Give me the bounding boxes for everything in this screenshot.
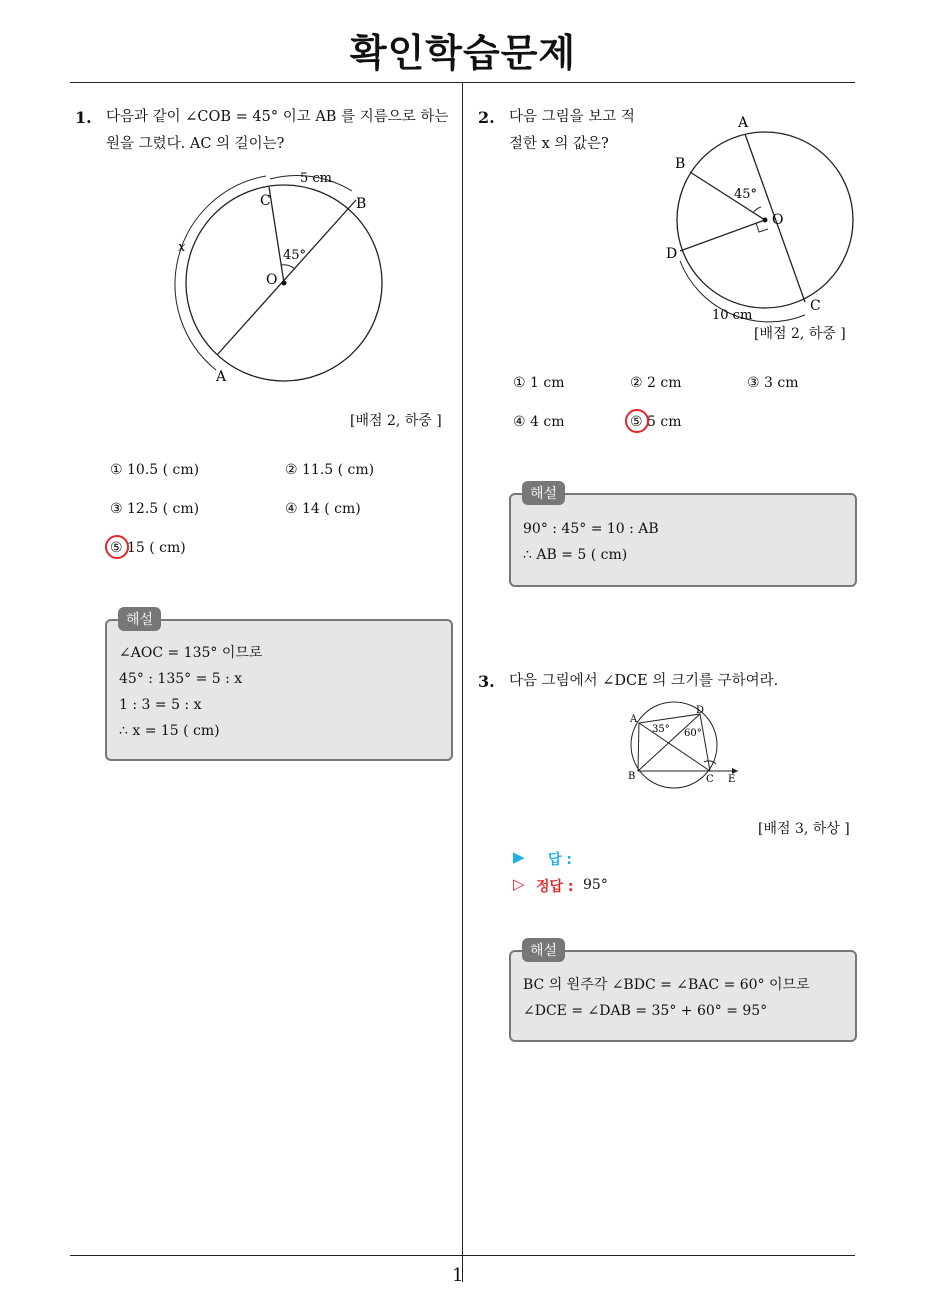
angle-arc: [753, 207, 761, 213]
question-number: 3.: [478, 672, 495, 691]
label-angle-35: 35°: [652, 724, 670, 735]
answer-arrow-icon: ▶: [513, 848, 525, 866]
q2-circle-figure: [660, 110, 870, 325]
label-a: A: [630, 714, 638, 725]
quadrilateral-abcd: [638, 714, 710, 771]
choice-5[interactable]: ⑤ 15 ( cm): [110, 540, 186, 556]
label-o: O: [772, 212, 784, 228]
angle-arc: [281, 265, 295, 269]
score-label: [배점 2, 하중 ]: [350, 413, 442, 429]
answer-mark-circle: [625, 409, 649, 433]
arc-label-5cm: 5 cm: [300, 171, 333, 186]
label-c: C: [260, 193, 271, 209]
label-a: A: [216, 369, 227, 385]
question-text-line2: 원을 그렸다. AC 의 길이는?: [106, 136, 285, 152]
solution-box: [105, 619, 453, 761]
arc-ac-marker: [175, 176, 266, 370]
label-c: C: [706, 774, 714, 785]
choice-2[interactable]: ② 11.5 ( cm): [285, 462, 375, 478]
choice-4[interactable]: ④ 14 ( cm): [285, 501, 361, 517]
page-number: 1: [452, 1265, 464, 1286]
solution-tag: 해설: [522, 938, 565, 962]
center-point: [282, 281, 287, 286]
answer-mark-circle: [105, 535, 129, 559]
question-number: 2.: [478, 108, 495, 127]
label-angle-60: 60°: [684, 728, 702, 739]
arc-label-10cm: 10 cm: [712, 308, 753, 323]
solution-line-4: ∴ x = 15 ( cm): [119, 723, 220, 739]
diameter-ab: [217, 200, 356, 355]
label-e: E: [728, 774, 736, 785]
column-divider: [462, 82, 463, 1282]
label-d: D: [696, 705, 705, 716]
label-b: B: [628, 771, 636, 782]
correct-label: 정답 :: [536, 879, 574, 895]
solution-line-2: ∴ AB = 5 ( cm): [523, 547, 628, 563]
choice-5[interactable]: ⑤ 5 cm: [630, 414, 682, 430]
answer-label: 답 :: [548, 852, 572, 868]
label-o: O: [266, 272, 278, 288]
solution-line-3: 1 : 3 = 5 : x: [119, 697, 202, 713]
solution-line-2: ∠DCE = ∠DAB = 35° + 60° = 95°: [523, 1003, 768, 1019]
choice-1[interactable]: ① 10.5 ( cm): [110, 462, 200, 478]
correct-arrow-icon: ▷: [513, 875, 525, 893]
page-title: 확인학습문제: [349, 31, 577, 75]
solution-box: [509, 950, 857, 1042]
solution-tag: 해설: [522, 481, 565, 505]
solution-line-1: BC 의 원주각 ∠BDC = ∠BAC = 60° 이므로: [523, 977, 810, 993]
diagonal-bd: [638, 714, 700, 771]
q3-circle-figure: [622, 700, 752, 795]
radius-od: [680, 220, 765, 251]
solution-line-1: ∠AOC = 135° 이므로: [119, 645, 263, 661]
question-text-line1: 다음 그림을 보고 적: [509, 109, 635, 125]
label-x: x: [178, 240, 186, 255]
bottom-rule: [70, 1255, 855, 1256]
label-c: C: [810, 298, 821, 314]
label-a: A: [738, 115, 749, 131]
solution-tag: 해설: [118, 607, 161, 631]
choice-3[interactable]: ③ 3 cm: [747, 375, 799, 391]
choice-2[interactable]: ② 2 cm: [630, 375, 682, 391]
score-label: [배점 3, 하상 ]: [758, 821, 850, 837]
question-text-line1: 다음 그림에서 ∠DCE 의 크기를 구하여라.: [509, 673, 779, 689]
choice-4[interactable]: ④ 4 cm: [513, 414, 565, 430]
choice-1[interactable]: ① 1 cm: [513, 375, 565, 391]
score-label: [배점 2, 하중 ]: [754, 326, 846, 342]
label-angle: 45°: [734, 187, 758, 202]
solution-box: [509, 493, 857, 587]
solution-line-1: 90° : 45° = 10 : AB: [523, 521, 659, 537]
q1-circle-figure: [160, 165, 400, 395]
question-text-line2: 절한 x 의 값은?: [509, 136, 609, 152]
solution-line-2: 45° : 135° = 5 : x: [119, 671, 243, 687]
label-angle: 45°: [283, 248, 307, 263]
correct-value: 95°: [583, 877, 608, 893]
choice-3[interactable]: ③ 12.5 ( cm): [110, 501, 200, 517]
center-point: [763, 218, 768, 223]
circle: [631, 702, 717, 788]
question-text-line1: 다음과 같이 ∠COB = 45° 이고 AB 를 지름으로 하는: [106, 109, 449, 125]
right-angle-mark: [756, 223, 768, 232]
label-d: D: [666, 246, 678, 262]
question-number: 1.: [75, 108, 92, 127]
label-b: B: [356, 196, 367, 212]
radius-oc: [269, 187, 284, 283]
label-b: B: [675, 156, 686, 172]
